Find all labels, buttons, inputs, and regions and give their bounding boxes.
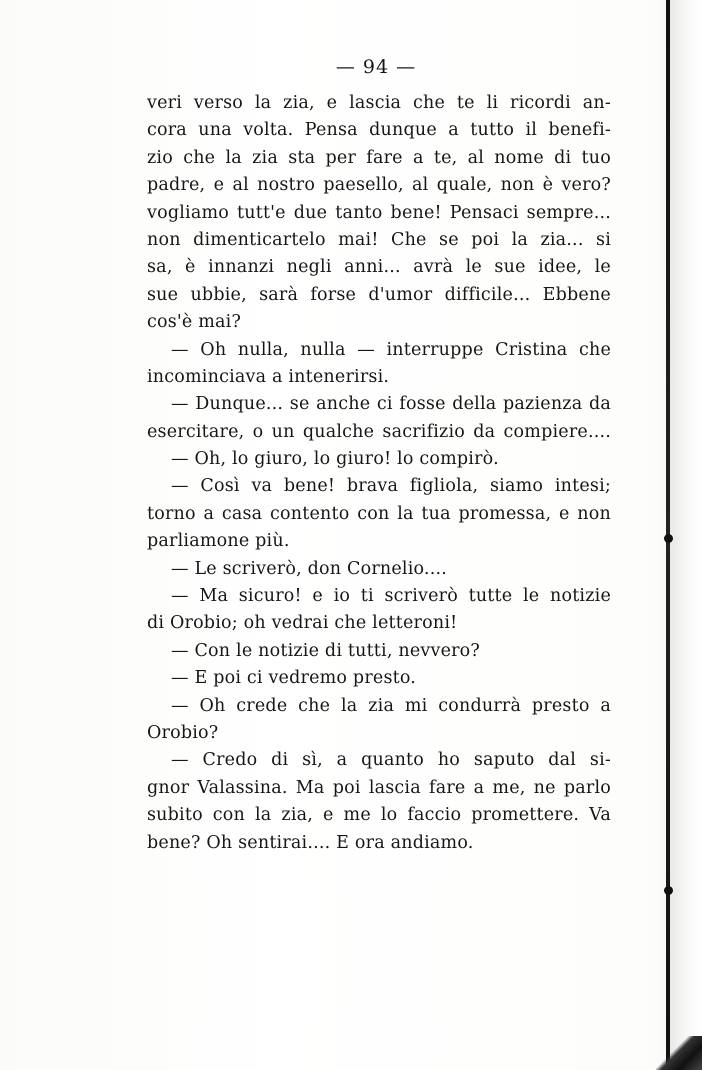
text-line: incominciava a intenerirsi. <box>147 366 390 387</box>
text-line: cos'è mai? <box>147 312 242 333</box>
text-line: veri verso la zia, e lascia che te li ricordi an- <box>147 93 611 113</box>
binding-stitch-mark <box>664 886 673 895</box>
text-line: subito con la zia, e me lo faccio promettere. Va <box>147 805 611 826</box>
binding-stitch-mark <box>664 534 673 543</box>
text-line: — Oh crede che la zia mi condurrà presto a <box>171 695 611 716</box>
text-line: sue ubbie, sarà forse d'umor difficile... Ebbene <box>147 284 611 305</box>
text-line: — E poi ci vedremo presto. <box>171 668 417 689</box>
text-line: — Con le notizie di tutti, nevvero? <box>171 640 481 661</box>
text-line: zio che la zia sta per fare a te, al nome di tuo <box>147 147 611 168</box>
text-line: bene? Oh sentirai.... E ora andiamo. <box>147 832 474 853</box>
text-line: padre, e al nostro paesello, al quale, non è vero? <box>147 175 611 196</box>
text-line: — Oh nulla, nulla — interruppe Cristina che <box>171 339 611 360</box>
text-line: gnor Valassina. Ma poi lascia fare a me, ne parlo <box>147 777 611 798</box>
text-line: cora una volta. Pensa dunque a tutto il benefi- <box>147 120 611 141</box>
page-number: — 94 — <box>335 56 417 78</box>
text-line: — Dunque... se anche ci fosse della pazienza da <box>171 394 611 415</box>
text-line: — Credo di sì, a quanto ho saputo dal si- <box>171 750 611 771</box>
text-line: — Così va bene! brava figliola, siamo intesi; <box>171 476 611 497</box>
text-line: di Orobio; oh vedrai che letteroni! <box>147 613 458 634</box>
text-line: — Ma sicuro! e io ti scriverò tutte le notizie <box>171 586 611 607</box>
text-line: esercitare, o un qualche sacrifizio da compiere.... <box>147 421 611 442</box>
body-text <box>147 90 611 857</box>
text-line: parliamone più. <box>147 531 290 552</box>
text-line: vogliamo tutt'e due tanto bene! Pensaci sempre... <box>147 202 611 223</box>
text-line: torno a casa contento con la tua promessa, e non <box>147 503 611 524</box>
text-line: Orobio? <box>147 722 219 743</box>
page-corner-curl <box>656 1036 702 1070</box>
text-line: — Oh, lo giuro, lo giuro! lo compirò. <box>171 449 499 470</box>
text-line: — Le scriverò, don Cornelio.... <box>171 558 447 579</box>
text-line: sa, è innanzi negli anni... avrà le sue idee, le <box>147 257 611 278</box>
binding-shadow <box>670 0 702 1070</box>
text-line: non dimenticartelo mai! Che se poi la zia... si <box>147 229 611 250</box>
